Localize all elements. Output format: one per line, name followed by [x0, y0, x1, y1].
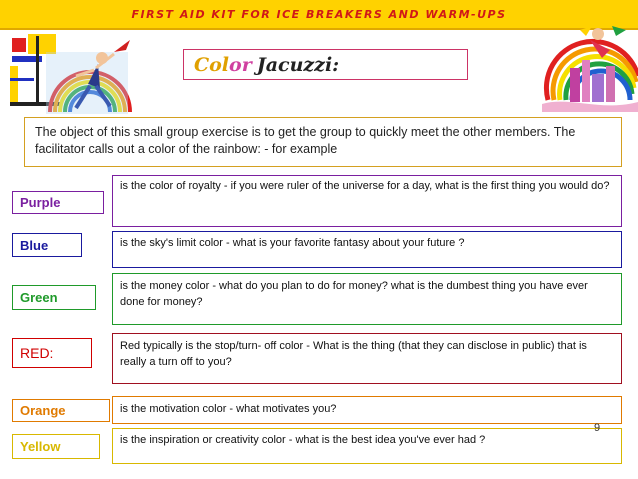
color-description-blue: is the sky's limit color - what is your favorite fantasy about your future ?: [112, 231, 622, 268]
color-description-orange: is the motivation color - what motivates you?: [112, 396, 622, 424]
color-description-purple: is the color of royalty - if you were ruler of the universe for a day, what is the first thing you would do?: [112, 175, 622, 227]
color-label-purple: Purple: [12, 191, 104, 214]
color-label-orange: Orange: [12, 399, 110, 422]
intro-text: The object of this small group exercise is to get the group to quickly meet the other members. The facilitator calls out a color of the rainbow: - for example: [24, 117, 622, 167]
color-description-yellow: is the inspiration or creativity color - what is the best idea you've ever had ?: [112, 428, 622, 464]
color-label-blue: Blue: [12, 233, 82, 257]
slide-title-part1: Col: [194, 53, 230, 76]
color-label-red: RED:: [12, 338, 92, 368]
slide-title: [183, 49, 468, 80]
runner-clipart: [10, 32, 160, 122]
color-description-green: is the money color - what do you plan to do for money? what is the dumbest thing you have ever done for money?: [112, 273, 622, 325]
page-number: 9: [594, 422, 601, 434]
color-label-green: Green: [12, 285, 96, 310]
color-label-yellow: Yellow: [12, 434, 100, 459]
slide-title-part3: Jacuzzi:: [256, 53, 340, 76]
header-title: FIRST AID KIT FOR ICE BREAKERS AND WARM-UPS: [131, 7, 507, 21]
slide-title-part2: or: [229, 53, 252, 76]
rainbow-city-clipart: [540, 20, 638, 112]
color-description-red: Red typically is the stop/turn- off color - What is the thing (that they can disclose in public) that is really a turn off to you?: [112, 333, 622, 384]
